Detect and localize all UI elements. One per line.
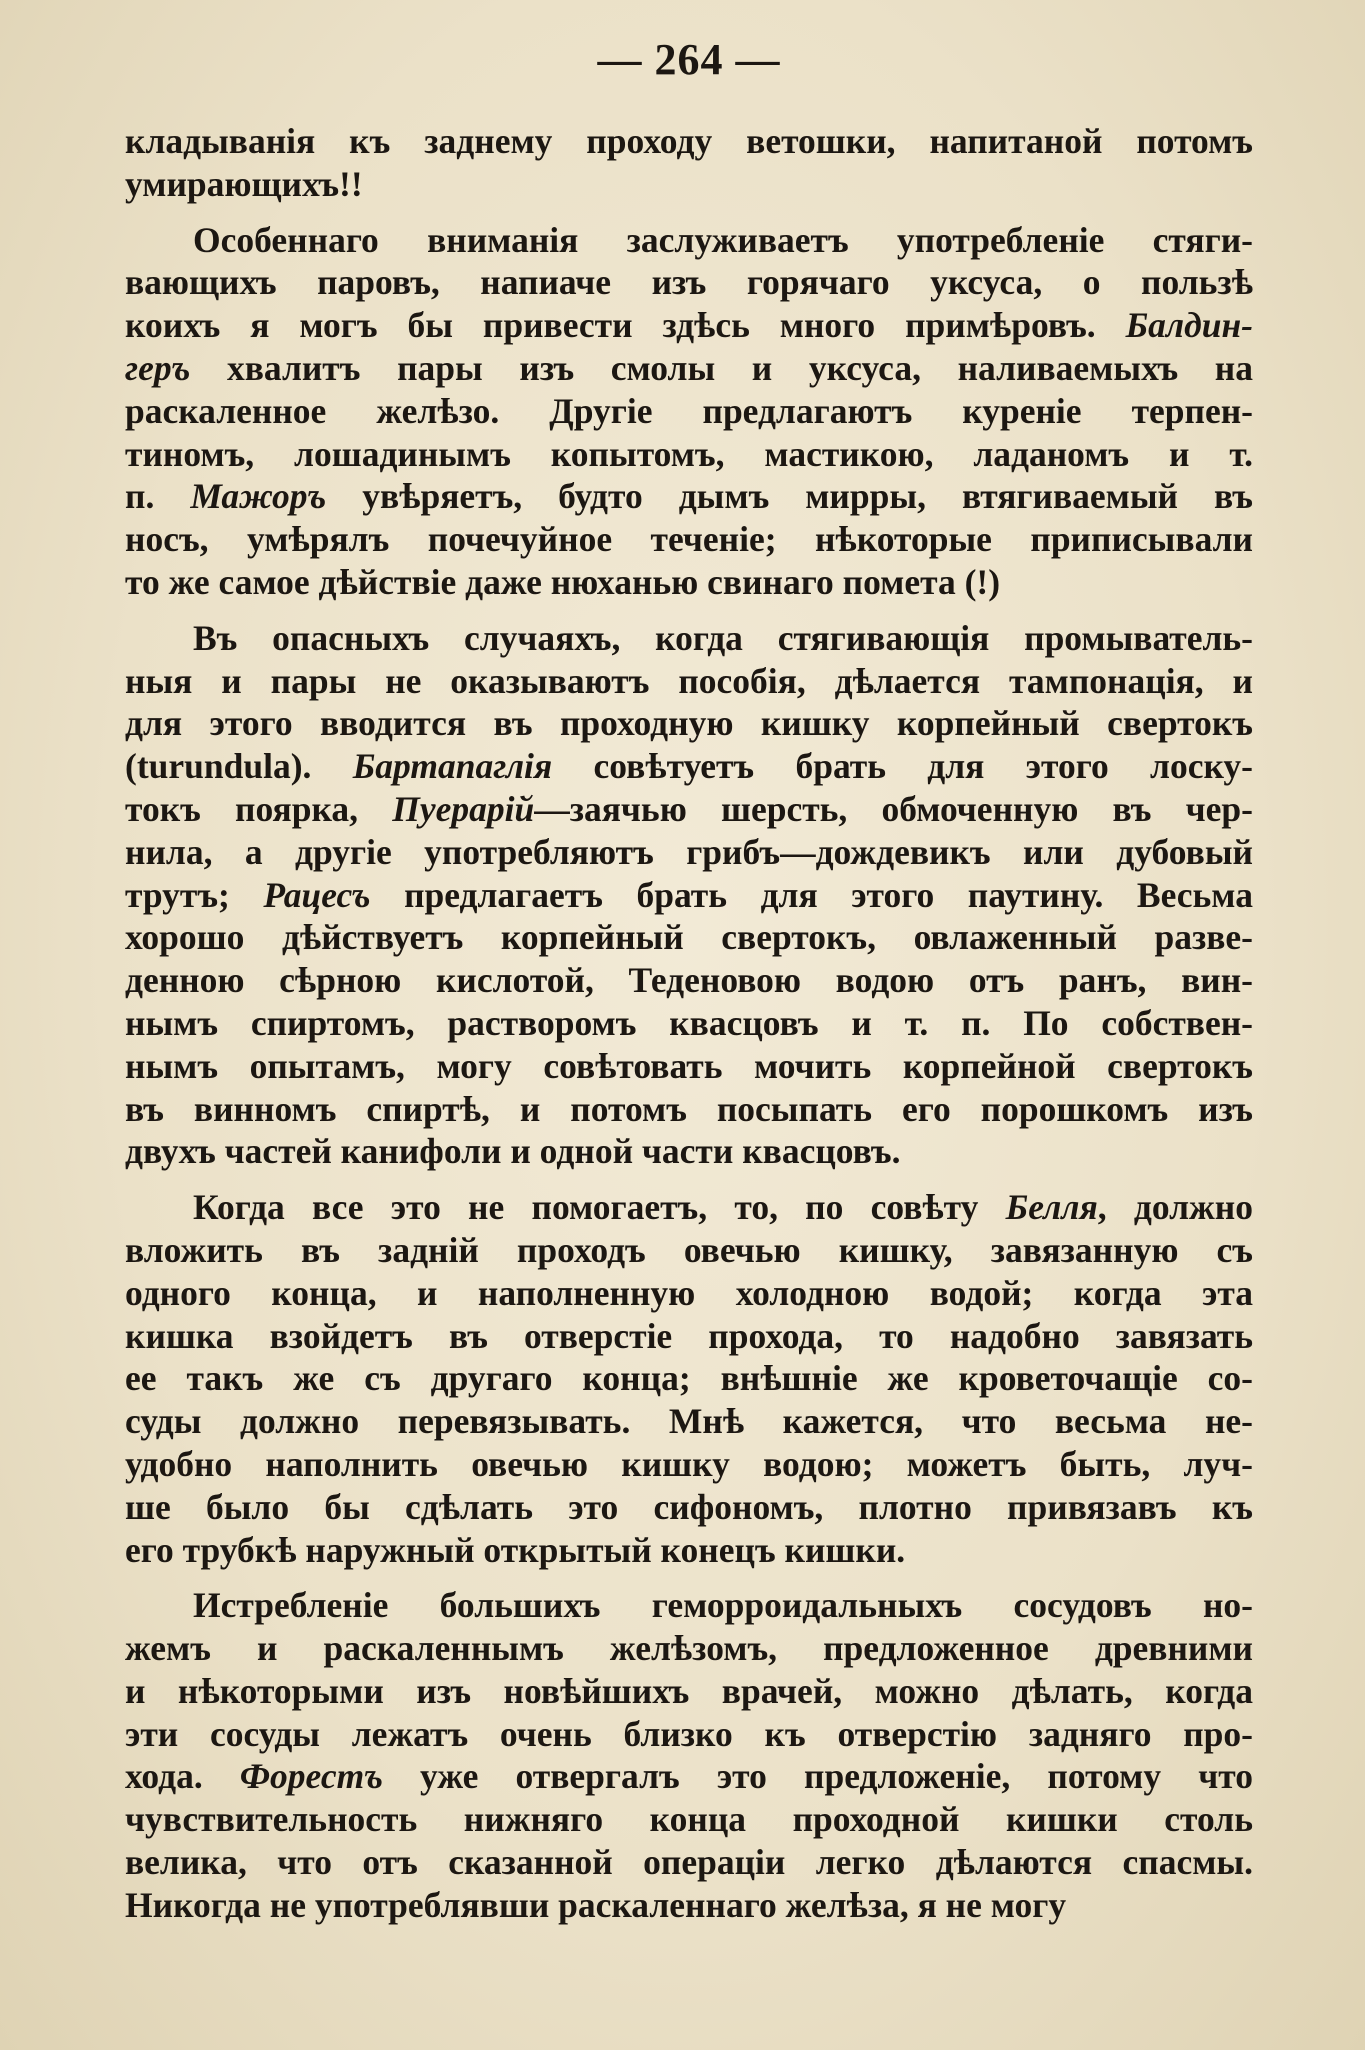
text-run: Никогда не употреблявши раскаленнаго желѣза, я не могу — [125, 1884, 1067, 1925]
text-line — [125, 1529, 1253, 1572]
text-line — [125, 347, 1253, 390]
text-line — [125, 745, 1253, 788]
text-run: нила, а другіе употребляютъ грибъ—дождевикъ или дубовый — [125, 831, 1253, 872]
text-line — [125, 561, 1253, 604]
text-line — [125, 433, 1253, 476]
text-run: денною сѣрною кислотой, Теденовою водою отъ ранъ, вин- — [125, 960, 1253, 1001]
page-number: — 264 — — [597, 35, 781, 84]
text-run: вающихъ паровъ, напиаче изъ горячаго уксуса, о пользѣ — [125, 262, 1253, 303]
text-run: умирающихъ!! — [125, 163, 363, 204]
text-run: раскаленное желѣзо. Другіе предлагаютъ куреніе терпен- — [125, 390, 1253, 431]
text-run: въ винномъ спиртѣ, и потомъ посыпать его порошкомъ изъ — [125, 1088, 1253, 1129]
text-run: кишка взойдетъ въ отверстіе прохода, то надобно завязать — [125, 1315, 1253, 1356]
text-line — [125, 1627, 1253, 1670]
text-line — [125, 1486, 1253, 1529]
text-run: п. — [125, 476, 191, 517]
text-run: жемъ и раскаленнымъ желѣзомъ, предложенное древними — [125, 1628, 1253, 1669]
text-run: Въ опасныхъ случаяхъ, когда стягивающія промыватель- — [193, 617, 1253, 658]
text-line — [125, 475, 1253, 518]
italic-name: геръ — [125, 347, 191, 388]
text-run: коихъ я могъ бы привести здѣсь много примѣровъ. — [125, 305, 1126, 346]
text-run: носъ, умѣрялъ почечуйное теченіе; нѣкоторые приписывали — [125, 519, 1253, 560]
text-run: нымъ опытамъ, могу совѣтовать мочить корпейной свертокъ — [125, 1045, 1253, 1086]
text-run: удобно наполнить овечью кишку водою; можетъ быть, луч- — [125, 1443, 1253, 1484]
text-line — [125, 1229, 1253, 1272]
body-text — [125, 120, 1253, 1927]
text-line — [125, 1045, 1253, 1088]
text-line — [125, 1400, 1253, 1443]
text-run: нымъ спиртомъ, растворомъ квасцовъ и т. п. По собствен- — [125, 1002, 1253, 1043]
text-run: совѣтуетъ брать для этого лоску- — [552, 746, 1253, 787]
text-line — [125, 1755, 1253, 1798]
text-run: для этого вводится въ проходную кишку корпейный свертокъ — [125, 703, 1253, 744]
text-line — [125, 1315, 1253, 1358]
italic-name: Белля — [1005, 1187, 1098, 1228]
italic-name: Балдин- — [1125, 305, 1253, 346]
text-run: токъ поярка, — [125, 788, 393, 829]
text-run: Особеннаго вниманія заслуживаетъ употребленіе стяги- — [193, 219, 1253, 260]
text-run: эти сосуды лежатъ очень близко къ отверстію задняго про- — [125, 1713, 1253, 1754]
paragraph — [125, 617, 1253, 1173]
text-run: —заячью шерсть, обмоченную въ чер- — [534, 788, 1253, 829]
text-line — [125, 1272, 1253, 1315]
text-line — [125, 1884, 1253, 1927]
text-line — [125, 788, 1253, 831]
text-run: Истребленіе большихъ геморроидальныхъ сосудовъ но- — [193, 1585, 1253, 1626]
text-line — [125, 1357, 1253, 1400]
text-line — [125, 1088, 1253, 1131]
text-line — [125, 1130, 1253, 1173]
text-run: хвалитъ пары изъ смолы и уксуса, наливаемыхъ на — [190, 347, 1253, 388]
italic-name: Рацесъ — [263, 874, 371, 915]
text-line — [125, 304, 1253, 347]
text-run: его трубкѣ наружный открытый конецъ кишки. — [125, 1529, 906, 1570]
text-line — [125, 163, 1253, 206]
paragraph — [125, 219, 1253, 604]
text-run: ныя и пары не оказываютъ пособія, дѣлается тампонація, и — [125, 660, 1253, 701]
text-line — [125, 1670, 1253, 1713]
text-line — [125, 1443, 1253, 1486]
paragraph — [125, 1584, 1253, 1926]
text-run: , должно — [1097, 1187, 1253, 1228]
text-line — [125, 1713, 1253, 1756]
italic-name: Форестъ — [239, 1756, 383, 1797]
text-run: ше было бы сдѣлать это сифономъ, плотно привязавъ къ — [125, 1486, 1253, 1527]
italic-name: Бартапаглія — [352, 746, 553, 787]
text-line — [125, 916, 1253, 959]
text-line — [125, 1584, 1253, 1627]
text-line — [125, 261, 1253, 304]
text-run: предлагаетъ брать для этого паутину. Весьма — [370, 874, 1253, 915]
text-line — [125, 874, 1253, 917]
text-run: одного конца, и наполненную холодною водой; когда эта — [125, 1272, 1253, 1313]
text-run: уже отвергалъ это предложеніе, потому что — [382, 1756, 1253, 1797]
text-run: тиномъ, лошадинымъ копытомъ, мастикою, ладаномъ и т. — [125, 433, 1253, 474]
text-line — [125, 1798, 1253, 1841]
text-line — [125, 1841, 1253, 1884]
text-line — [125, 702, 1253, 745]
text-run: кладыванія къ заднему проходу ветошки, напитаной потомъ — [125, 121, 1253, 161]
text-line — [125, 390, 1253, 433]
italic-name: Пуерарій — [392, 788, 535, 829]
italic-name: Мажоръ — [190, 476, 327, 517]
text-line — [125, 617, 1253, 660]
text-run: велика, что отъ сказанной операціи легко дѣлаются спасмы. — [125, 1842, 1253, 1883]
text-line — [125, 1002, 1253, 1045]
text-line — [125, 219, 1253, 262]
text-run: увѣряетъ, будто дымъ мирры, втягиваемый въ — [326, 476, 1253, 517]
text-line — [125, 1186, 1253, 1229]
text-run: двухъ частей канифоли и одной части квасцовъ. — [125, 1131, 901, 1172]
text-line — [125, 518, 1253, 561]
text-run: хода. — [125, 1756, 240, 1797]
paragraph — [125, 1186, 1253, 1571]
text-run: вложить въ задній проходъ овечью кишку, завязанную съ — [125, 1229, 1253, 1270]
text-run: то же самое дѣйствіе даже нюханью свинаго помета (!) — [125, 561, 1001, 602]
text-run: (turundula). — [125, 746, 353, 787]
text-line — [125, 660, 1253, 703]
text-run: ее такъ же съ другаго конца; внѣшніе же кроветочащіе со- — [125, 1358, 1253, 1399]
text-run: и нѣкоторыми изъ новѣйшихъ врачей, можно дѣлать, когда — [125, 1670, 1253, 1711]
text-run: хорошо дѣйствуетъ корпейный свертокъ, овлаженный разве- — [125, 917, 1253, 958]
text-line — [125, 831, 1253, 874]
paragraph — [125, 120, 1253, 206]
text-run: трутъ; — [125, 874, 264, 915]
text-run: Когда все это не помогаетъ, то, по совѣту — [193, 1187, 1006, 1228]
text-line — [125, 959, 1253, 1002]
text-run: чувствительность нижняго конца проходной кишки столь — [125, 1799, 1253, 1840]
text-run: суды должно перевязывать. Мнѣ кажется, что весьма не- — [125, 1401, 1253, 1442]
text-line — [125, 120, 1253, 163]
